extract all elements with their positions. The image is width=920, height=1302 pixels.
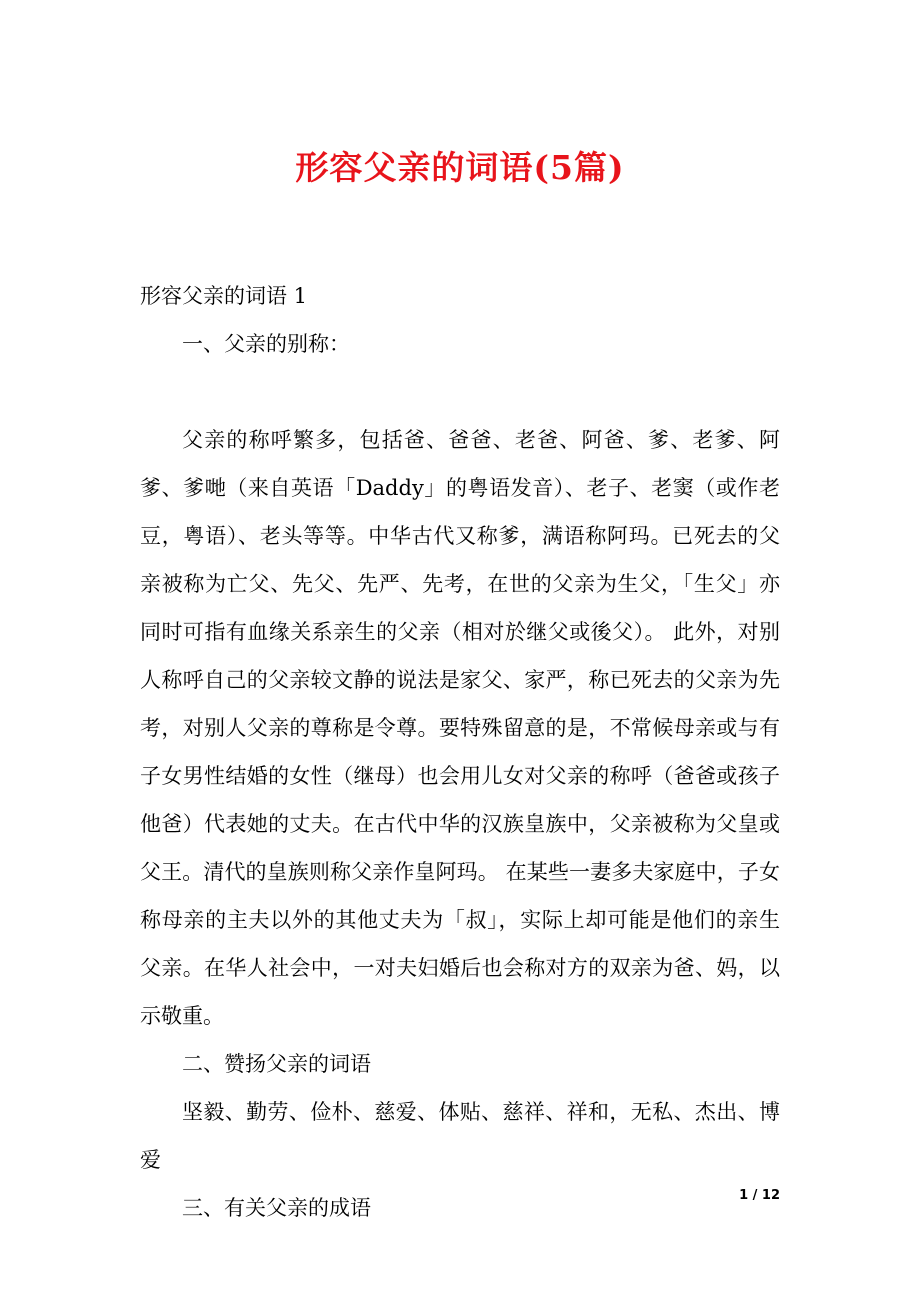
heading-aliases: 一、父亲的别称： (182, 332, 350, 356)
heading-idioms: 三、有关父亲的成语 (182, 1196, 371, 1220)
section-heading: 形容父亲的词语 1 (140, 284, 308, 308)
paragraph-spacer (140, 368, 780, 416)
heading-praise-words: 二、赞扬父亲的词语 (182, 1052, 371, 1076)
page-number: 1 / 12 (739, 1188, 780, 1203)
document-body (140, 272, 780, 1232)
paragraph-aliases: 父亲的称呼繁多，包括爸、爸爸、老爸、阿爸、爹、老爹、阿爹、爹哋（来自英语「Daddy」的粤语发音）、老子、老窦（或作老豆，粤语）、老头等等。中华古代又称爹，满语称阿玛。已死去的父亲被称为亡父、先父、先严、先考，在世的父亲为生父，「生父」亦同时可指有血缘关系亲生的父亲（相对於继父或後父）。 此外，对别人称呼自己的父亲较文静的说法是家父、家严，称已死去的父亲为先考，对别人父亲的尊称是令尊。要特殊留意的是，不常候母亲或与有子女男性结婚的女性（继母）也会用儿女对父亲的称呼（爸爸或孩子他爸）代表她的丈夫。在古代中华的汉族皇族中，父亲被称为父皇或父王。清代的皇族则称父亲作皇阿玛。 在某些一妻多夫家庭中，子女称母亲的主夫以外的其他丈夫为「叔」，实际上却可能是他们的亲生父亲。在华人社会中，一对夫妇婚后也会称对方的双亲为爸、妈，以示敬重。 (140, 428, 780, 1028)
paragraph-praise-words: 坚毅、勤劳、俭朴、慈爱、体贴、慈祥、祥和，无私、杰出、博爱 (140, 1100, 780, 1172)
document-title: 形容父亲的词语(5篇) (295, 148, 625, 187)
